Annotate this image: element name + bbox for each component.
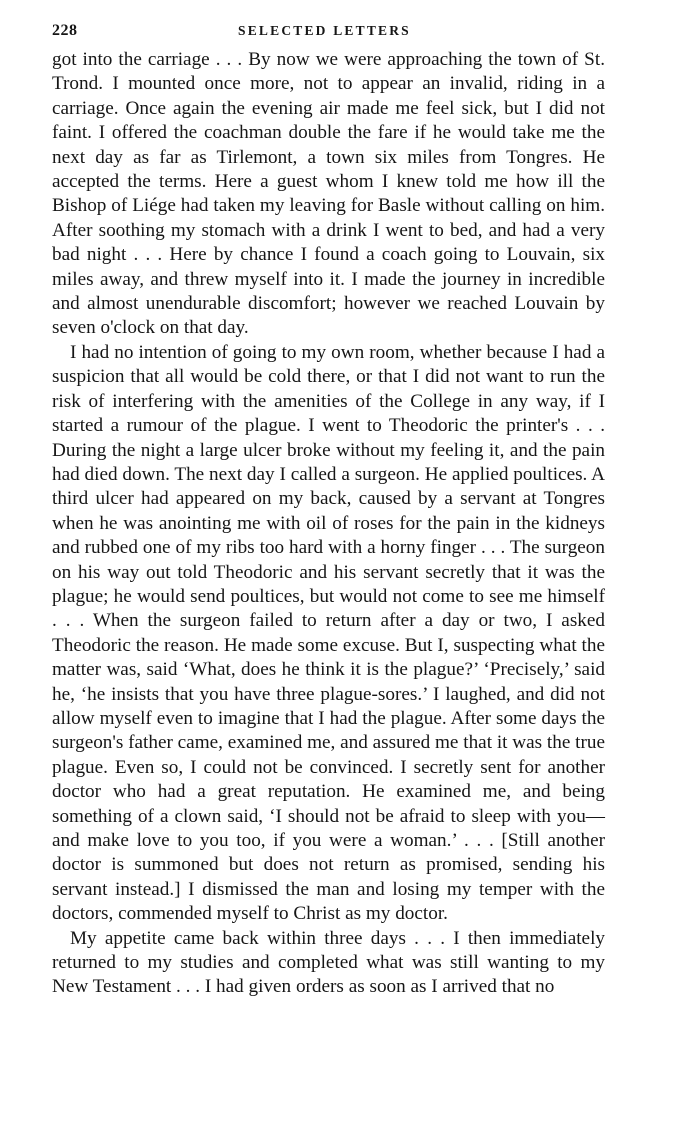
page-header [52, 22, 605, 48]
book-page [52, 22, 605, 1000]
running-head: SELECTED LETTERS [238, 23, 411, 38]
paragraph-1: got into the carriage . . . By now we were approaching the town of St. Trond. I mounted once more, not to appear an invalid, riding in a carriage. Once again the evening air made me feel sick, but I did not faint. I offered the coachman double the fare if he would take me the next day as far as Tirlemont, a town six miles from Tongres. He accepted the terms. Here a guest whom I knew told me how ill the Bishop of Liége had taken my leaving for Basle without calling on him. After soothing my stomach with a drink I went to bed, and had a very bad night . . . Here by chance I found a coach going to Louvain, six miles away, and threw myself into it. I made the journey in incredible and almost unendurable discomfort; however we reached Louvain by seven o'clock on that day. [52, 49, 605, 339]
paragraph-3: My appetite came back within three days . . . I then immediately returned to my studies and completed what was still wanting to my New Testament . . . I had given orders as soon as I arrived that no [52, 927, 605, 998]
paragraph-2: I had no intention of going to my own room, whether because I had a suspicion that all would be cold there, or that I did not want to run the risk of interfering with the amenities of the College in any way, if I started a rumour of the plague. I went to Theodoric the printer's . . . During the night a large ulcer broke without my feeling it, and the pain had died down. The next day I called a surgeon. He applied poultices. A third ulcer had appeared on my back, caused by a servant at Tongres when he was anointing me with oil of roses for the pain in the kidneys and rubbed one of my ribs too hard with a horny finger . . . The surgeon on his way out told Theodoric and his servant secretly that it was the plague; he would send poultices, but would not come to see me himself . . . When the surgeon failed to return after a day or two, I asked Theodoric the reason. He made some excuse. But I, suspecting what the matter was, said ‘What, does he think it is the plague?’ ‘Precisely,’ said he, ‘he insists that you have three plague-sores.’ I laughed, and did not allow myself even to imagine that I had the plague. After some days the surgeon's father came, examined me, and assured me that it was the true plague. Even so, I could not be convinced. I secretly sent for another doctor who had a great reputation. He examined me, and being something of a clown said, ‘I should not be afraid to sleep with you—and make love to you too, if you were a woman.’ . . . [Still another doctor is summoned but does not return as promised, sending his servant instead.] I dismissed the man and losing my temper with the doctors, commended myself to Christ as my doctor. [52, 341, 605, 925]
page-number: 228 [52, 22, 78, 39]
body-text [52, 48, 605, 1000]
